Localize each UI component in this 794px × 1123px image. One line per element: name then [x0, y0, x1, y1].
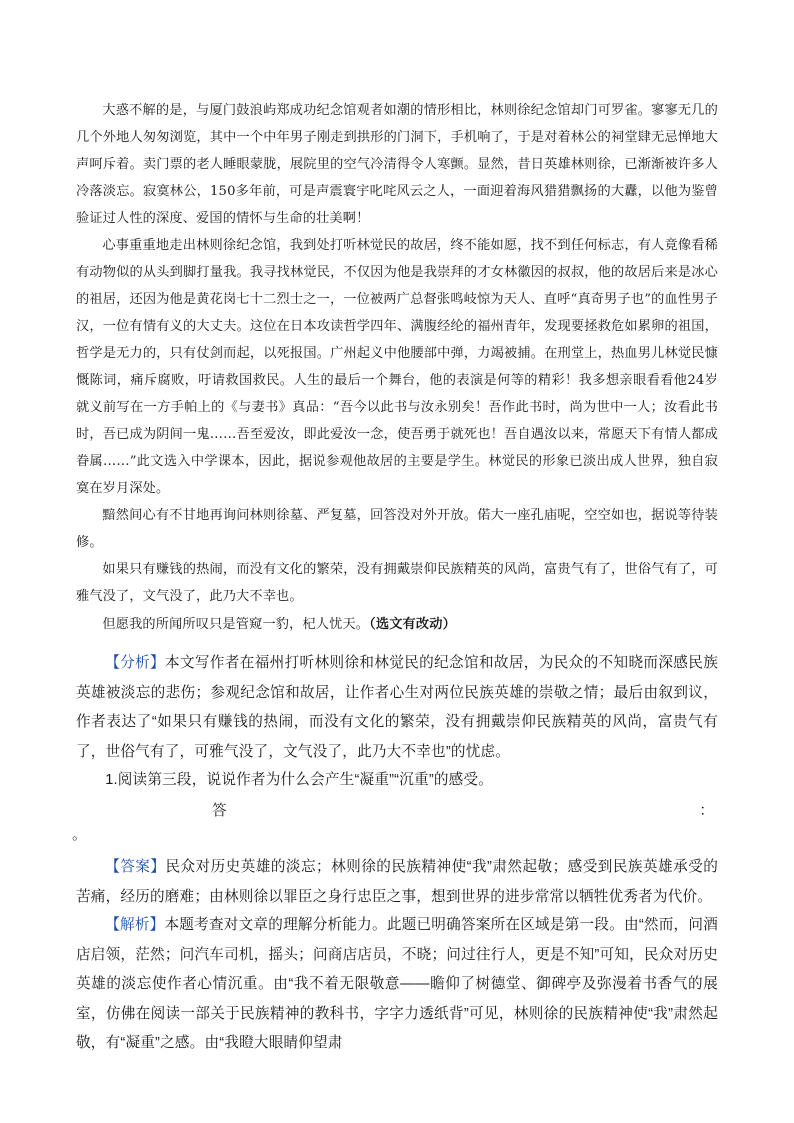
passage-excerpt — [76, 97, 718, 638]
answer-section — [76, 853, 718, 912]
explanation-text: 本题考查对文章的理解分析能力。此题已明确答案所在区域是第一段。由“然而，问酒店启领，茫然；问汽车司机，摇头；问商店店员，不晓；问过往行人，更是不知”可知，民众对历史英雄的淡忘使作者心情沉重。由“我不着无限敬意——瞻仰了树德堂、御碑亭及弥漫着书香气的展室，仿佛在阅读一部关于民族精神的教科书，字字力透纸背”可见，林则徐的民族精神使“我”肃然起敬，有“凝重”之感。由“我瞪大眼睛仰望肃 — [76, 917, 718, 1051]
passage-closing-text: 但愿我的所闻所叹只是管窥一豹，杞人忧天。 — [102, 617, 370, 632]
question-section — [76, 766, 718, 796]
passage-paragraph-5 — [76, 610, 718, 638]
source-note: （选文有改动） — [369, 616, 456, 631]
answer-paragraph — [76, 853, 718, 912]
answer-blank-row — [76, 795, 718, 823]
passage-paragraph-1: 大惑不解的是，与厦门鼓浪屿郑成功纪念馆观者如潮的情形相比，林则徐纪念馆却门可罗雀。寥寥无几的几个外地人匆匆浏览，其中一个中年男子刚走到拱形的门洞下，手机响了，于是对着林公的祠堂肆无忌惮地大声呵斥着。卖门票的老人睡眼蒙胧，展院里的空气冷清得令人寒颤。显然，昔日英雄林则徐，已渐渐被许多人冷落淡忘。寂寞林公，150多年前，可是声震寰宇叱咤风云之人，一面迎着海风猎猎飘扬的大纛，以他为鉴曾验证过人性的深度、爱国的情怀与生命的壮美啊！ — [76, 103, 718, 226]
answer-tag: 【答案】 — [105, 859, 166, 875]
answer-label: 答 — [212, 803, 227, 819]
answer-text: 民众对历史英雄的淡忘；林则徐的民族精神使“我”肃然起敬；感受到民族英雄承受的苦痛，经历的磨难；由林则徐以罪臣之身行忠臣之事，想到世界的进步常常以牺牲优秀者为代价。 — [76, 859, 718, 905]
explanation-tag: 【解析】 — [105, 917, 165, 933]
analysis-text: 本文写作者在福州打听林则徐和林觉民的纪念馆和故居，为民众的不知晓而深感民族英雄被淡忘的悲伤；参观纪念馆和故居，让作者心生对两位民族英雄的崇敬之情；最后由叙到议，作者表达了“如果只有赚钱的热闹，而没有文化的繁荣，没有拥戴崇仰民族精英的风尚，富贵气有了，世俗气有了，可雅气没了，文气没了，此乃大不幸也”的忧虑。 — [76, 655, 718, 760]
passage-paragraph-4: 如果只有赚钱的热闹，而没有文化的繁荣，没有拥戴崇仰民族精英的风尚，富贵气有了，世俗气有了，可雅气没了，文气没了，此乃大不幸也。 — [76, 562, 718, 604]
question-text: 1.阅读第三段，说说作者为什么会产生“凝重”“沉重”的感受。 — [105, 772, 494, 788]
explanation-paragraph — [76, 911, 718, 1059]
answer-colon: ： — [699, 803, 714, 819]
passage-paragraph-2: 心事重重地走出林则徐纪念馆，我到处打听林觉民的故居，终不能如愿，找不到任何标志，有人竟像看稀有动物似的从头到脚打量我。我寻找林觉民，不仅因为他是我崇拜的才女林徽因的叔叔，他的故居后来是冰心的祖居，还因为他是黄花岗七十二烈士之一，一位被两广总督张鸣岐惊为天人、直呼“真奇男子也”的血性男子汉，一位有情有义的大丈夫。这位在日本攻读哲学四年、满腹经纶的福州青年，发现要拯救危如累卵的祖国，哲学是无力的，只有仗剑而起，以死报国。广州起义中他腰部中弹，力竭被捕。在刑堂上，热血男儿林觉民慷慨陈词，痛斥腐败，吁请救国救民。人生的最后一个舞台，他的表演是何等的精彩！我多想亲眼看看他24岁就义前写在一方手帕上的《与妻书》真品：“吾今以此书与汝永别矣！吾作此书时，尚为世中一人；汝看此书时，吾已成为阴间一鬼……吾至爱汝，即此爱汝一念，使吾勇于就死也！吾自遇汝以来，常愿天下有情人都成眷属……”此文选入中学课本，因此，据说参观他故居的主要是学生。林觉民的形象已淡出成人世界，独自寂寞在岁月深处。 — [76, 238, 718, 496]
analysis-section — [76, 649, 718, 767]
analysis-paragraph — [76, 649, 718, 767]
answer-end-mark: 。 — [72, 827, 87, 843]
explanation-section — [76, 911, 718, 1059]
passage-paragraph-3: 黯然间心有不甘地再询问林则徐墓、严复墓，回答没对外开放。偌大一座孔庙呢，空空如也，据说等待装修。 — [76, 508, 718, 550]
analysis-tag: 【分析】 — [105, 655, 165, 671]
